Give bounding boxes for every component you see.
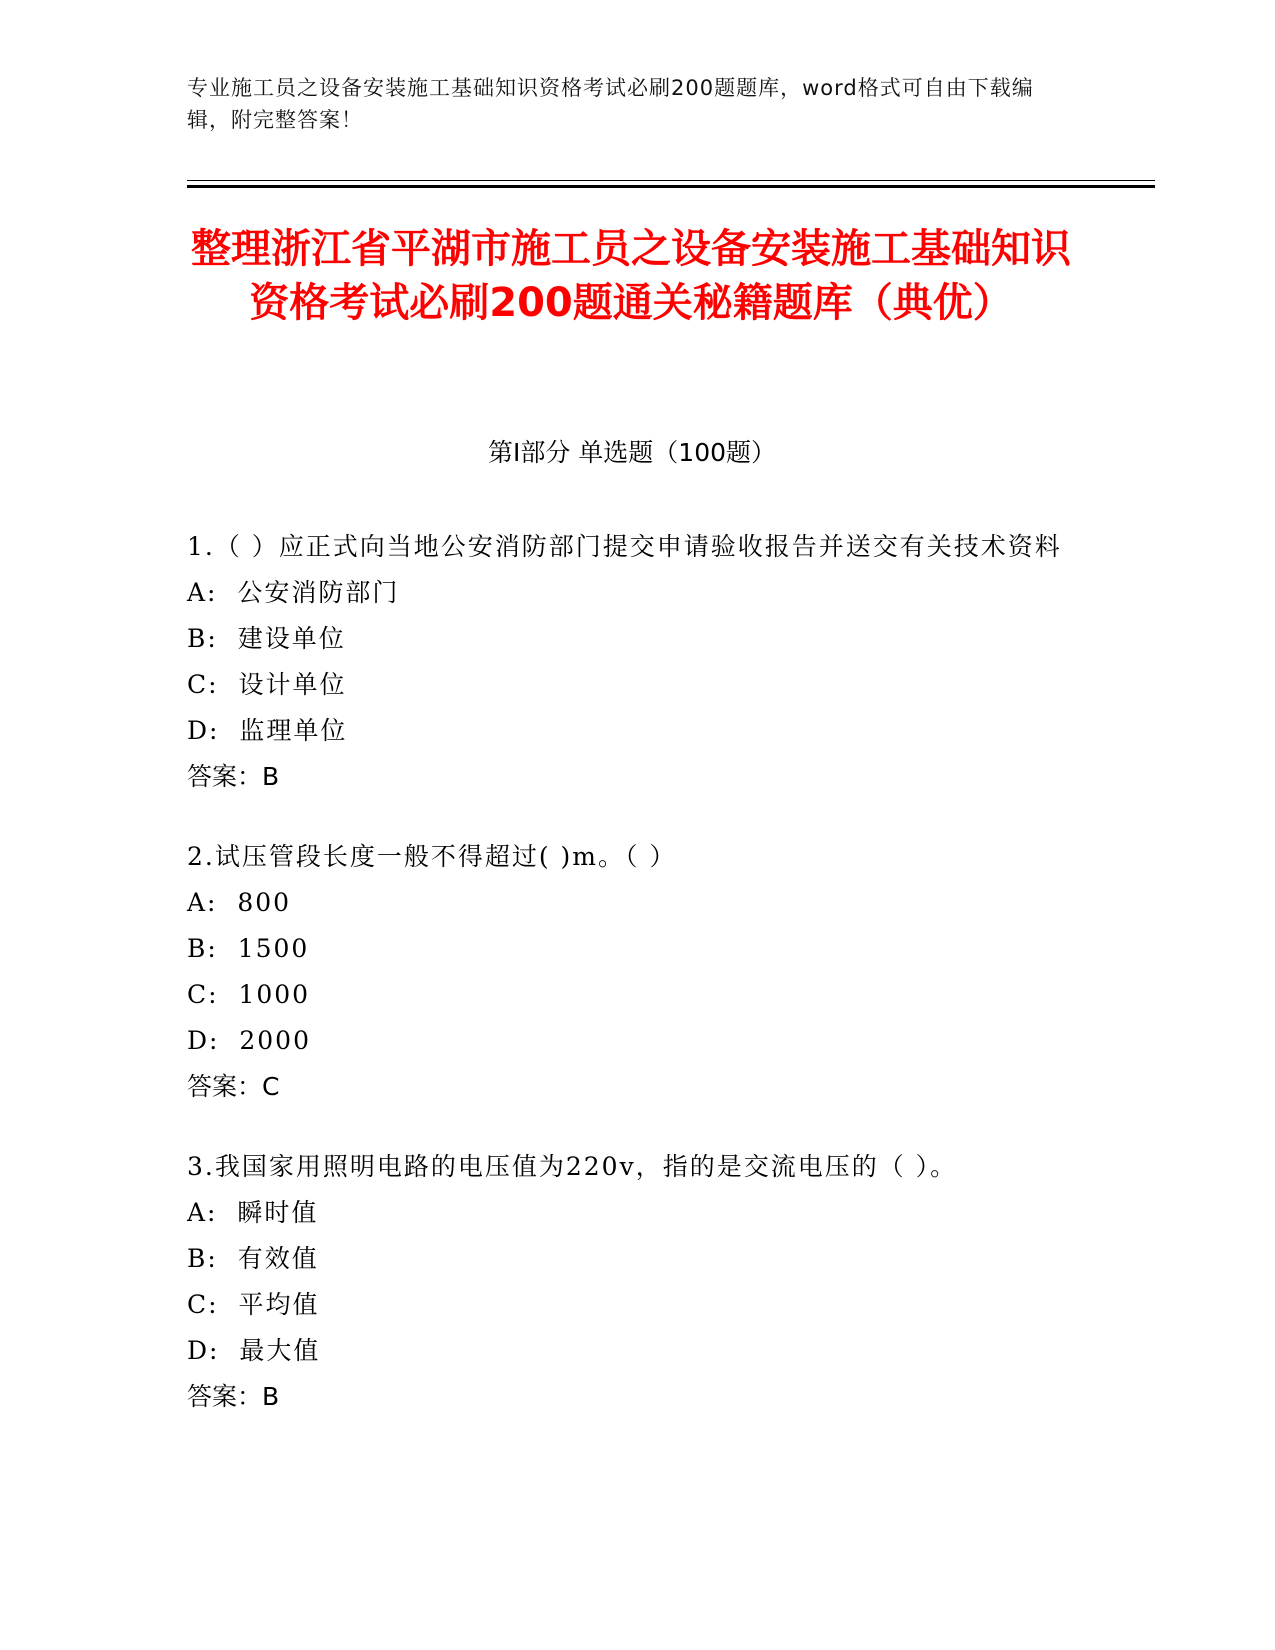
header-note: 专业施工员之设备安装施工基础知识资格考试必刷200题题库，word格式可自由下载编辑，附完整答案！ [187,76,1034,132]
question-stem: 2.试压管段长度一般不得超过( )m。（ ） [187,842,677,871]
question-stem: 3.我国家用照明电路的电压值为220v，指的是交流电压的（ ）。 [187,1152,958,1181]
answer: 答案：C [187,1072,280,1101]
option-c: C: 平均值 [187,1290,320,1319]
option-d: D: 2000 [187,1026,311,1055]
document-title: 整理浙江省平湖市施工员之设备安装施工基础知识资格考试必刷200题通关秘籍题库（典优） [191,226,1071,326]
option-d: D: 最大值 [187,1336,321,1365]
option-b: B: 1500 [187,934,310,963]
question-2 [187,834,1077,1110]
option-b: B: 建设单位 [187,624,346,653]
section-title: 第Ⅰ部分 单选题（100题） [487,438,777,467]
option-b: B: 有效值 [187,1244,319,1273]
option-a: A: 公安消防部门 [187,578,400,607]
option-a: A: 800 [187,888,292,917]
answer: 答案：B [187,762,280,791]
header-divider-thin [187,180,1155,181]
question-list [187,524,1077,1454]
option-c: C: 1000 [187,980,311,1009]
option-d: D: 监理单位 [187,716,348,745]
question-stem: 1.（ ）应正式向当地公安消防部门提交申请验收报告并送交有关技术资料 [187,532,1062,561]
answer: 答案：B [187,1382,280,1411]
option-c: C: 设计单位 [187,670,347,699]
question-1 [187,524,1077,800]
header-divider-thick [187,185,1155,188]
option-a: A: 瞬时值 [187,1198,319,1227]
question-3 [187,1144,1077,1420]
